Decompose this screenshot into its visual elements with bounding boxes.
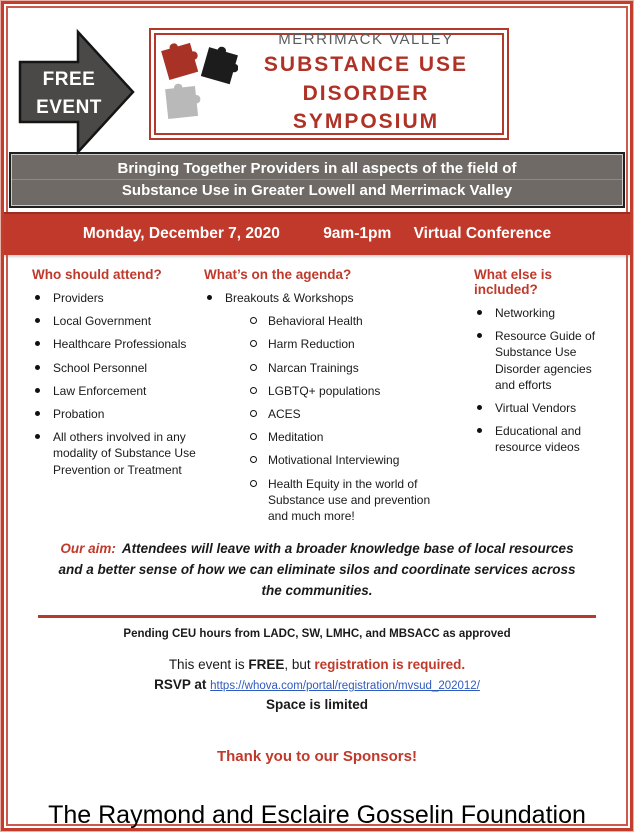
event-date: Monday, December 7, 2020: [82, 225, 280, 242]
agenda-list: [204, 290, 452, 306]
bullet-circle-icon: [250, 340, 257, 347]
bullet-dot-icon: [35, 341, 40, 346]
aim-label: Our aim:: [60, 541, 116, 557]
header: [4, 4, 630, 152]
bullet-dot-icon: [35, 388, 40, 393]
bullet-dot-icon: [35, 295, 40, 300]
aim-text: Attendees will leave with a broader knowledge base of local resources and a better sense of how we can eliminate silos and coordinate services across the communities.: [58, 541, 576, 598]
bullet-dot-icon: [207, 295, 212, 300]
tagline-line1: Bringing Together Providers in all aspects of the field of: [11, 158, 623, 180]
agenda-topic-item: Behavioral Health: [247, 313, 452, 329]
agenda-topic-item: LGBTQ+ populations: [247, 383, 452, 399]
agenda-topic-item: ACES: [247, 406, 452, 422]
sponsor-name: The Raymond and Esclaire Gosselin Foundation: [48, 800, 586, 829]
info-columns: [4, 255, 630, 531]
agenda-lead-item: Breakouts & Workshops: [204, 290, 452, 306]
event-mode: Virtual Conference: [413, 225, 552, 242]
registration-required-text: registration is required.: [314, 656, 466, 672]
ceu-note: Pending CEU hours from LADC, SW, LMHC, and MBSACC as approved: [123, 627, 511, 640]
free-event-badge: [18, 26, 136, 158]
bullet-circle-icon: [250, 480, 257, 487]
column-who-should-attend: [32, 267, 204, 531]
sponsor-thanks: Thank you to our Sponsors!: [216, 747, 417, 765]
logo-region-label: MERRIMACK VALLEY: [278, 31, 454, 49]
logo-text: [238, 31, 494, 136]
bullet-dot-icon: [35, 434, 40, 439]
logo-title-line2: DISORDER SYMPOSIUM: [292, 81, 440, 134]
aim-statement: [50, 539, 584, 602]
attend-list-item: Local Government: [32, 313, 204, 329]
agenda-heading: What’s on the agenda?: [204, 267, 352, 282]
attend-list: [32, 290, 204, 478]
attend-list-item: Healthcare Professionals: [32, 336, 204, 352]
flyer-page: [1, 1, 633, 831]
bullet-circle-icon: [250, 456, 257, 463]
bullet-dot-icon: [35, 318, 40, 323]
agenda-topic-item: Harm Reduction: [247, 336, 452, 352]
included-list-item: Networking: [474, 305, 606, 321]
included-list-item: Educational and resource videos: [474, 423, 606, 455]
agenda-topic-list: [247, 313, 452, 524]
bullet-circle-icon: [250, 387, 257, 394]
included-list-item: Resource Guide of Substance Use Disorder agencies and efforts: [474, 328, 606, 393]
free-emphasis: FREE: [248, 656, 285, 672]
logo-inner-frame: [154, 33, 504, 135]
attend-list-item: Law Enforcement: [32, 383, 204, 399]
registration-link[interactable]: https://whova.com/portal/registration/mvsud_202012/: [210, 680, 480, 693]
tagline-line2: Substance Use in Greater Lowell and Merrimack Valley: [121, 182, 513, 199]
free-registration-line: This event is FREE, but registration is required.: [168, 656, 466, 672]
bullet-dot-icon: [477, 333, 482, 338]
date-bar: [4, 212, 630, 255]
attend-list-item: All others involved in any modality of Substance Use Prevention or Treatment: [32, 429, 204, 478]
bullet-circle-icon: [250, 317, 257, 324]
bullet-dot-icon: [35, 365, 40, 370]
puzzle-pieces-icon: [160, 36, 238, 132]
included-heading: What else is included?: [474, 267, 553, 297]
rsvp-label: RSVP at: [154, 677, 207, 693]
bullet-circle-icon: [250, 364, 257, 371]
free-label: FREE: [42, 69, 96, 90]
bullet-circle-icon: [250, 410, 257, 417]
bullet-dot-icon: [477, 310, 482, 315]
agenda-topic-item: Narcan Trainings: [247, 360, 452, 376]
red-divider: [38, 615, 596, 618]
bullet-dot-icon: [35, 411, 40, 416]
attend-list-item: School Personnel: [32, 360, 204, 376]
free-event-label: [26, 66, 112, 121]
included-list-item: Virtual Vendors: [474, 400, 606, 416]
agenda-topic-item: Motivational Interviewing: [247, 452, 452, 468]
bullet-circle-icon: [250, 433, 257, 440]
agenda-topic-item: Meditation: [247, 429, 452, 445]
event-label: EVENT: [36, 96, 102, 118]
logo-box: [149, 28, 509, 140]
tagline-banner: [9, 152, 625, 208]
bullet-dot-icon: [477, 405, 482, 410]
space-limited-note: Space is limited: [265, 697, 369, 713]
included-list: [474, 305, 606, 456]
agenda-topic-item: Health Equity in the world of Substance use and prevention and much more!: [247, 476, 452, 525]
attend-list-item: Providers: [32, 290, 204, 306]
bullet-dot-icon: [477, 428, 482, 433]
attend-heading: Who should attend?: [32, 267, 162, 282]
column-agenda: [204, 267, 452, 531]
event-time: 9am-1pm: [323, 225, 392, 242]
column-what-else: [452, 267, 606, 531]
logo-title-line1: SUBSTANCE USE: [263, 53, 469, 77]
registration-block: [4, 655, 630, 716]
rsvp-line: [4, 675, 630, 695]
attend-list-item: Probation: [32, 406, 204, 422]
